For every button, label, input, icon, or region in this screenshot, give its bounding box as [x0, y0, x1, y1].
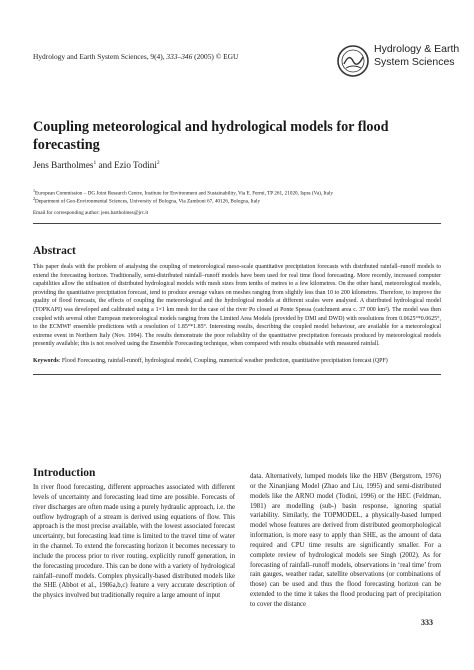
- article-title: Coupling meteorological and hydrological models for flood forecasting: [33, 119, 389, 153]
- keywords-label: Keywords: [33, 358, 59, 364]
- affiliation-2-sup: 2: [33, 196, 35, 201]
- affiliation-1-text: European Commission – DG Joint Research Centre, Institute for Environment and Sustainability, Via E. Fermi, TP 261, 21020, Ispra (Va), Italy: [35, 190, 333, 197]
- author-1-sup: 1: [93, 160, 97, 166]
- divider-top: [33, 223, 441, 224]
- journal-name: Hydrology and Earth System Sciences, 9(4),: [33, 52, 167, 61]
- affiliation-2: [33, 196, 260, 205]
- affiliation-2-text: Department of Geo-Environmental Sciences, University of Bologna, Via Zamboni 67, 40126, Bologna, Italy: [35, 198, 261, 205]
- keywords: [33, 357, 441, 366]
- introduction-heading: Introduction: [33, 467, 96, 479]
- keywords-text: : Flood Forecasting, rainfall-runoff, hydrological model, Coupling, numerical weather prediction, quantitative precipitation forecast (QPF): [58, 358, 388, 364]
- author-2: and Ezio Todini: [96, 160, 157, 171]
- page-number: 333: [421, 618, 433, 627]
- corresponding-email: Email for corresponding author: jens.bartholmes@jrc.it: [33, 210, 149, 216]
- abstract-text: This paper deals with the problem of analysing the coupling of meteorological meso-scale quantitative precipitation forecasts with distributed rainfall–runoff models to extend the forecasting horizon. Traditionally, semi-distributed rainfall–runoff models have been used for real time flood forecasting. More recently, increased computer capabilities allow the utilisation of distributed hydrological models with mesh sizes from tenths of metres to a few kilometres. On the other hand, meteorological models, providing the quantitative precipitation forecast, tend to produce average values on meshes ranging from slightly less than 10 to 200 kilometres. Therefore, to improve the quality of flood forecasts, the effects of coupling the meteorological and the hydrological models at different scales were analysed. A distributed hydrological model (TOPKAPI) was developed and calibrated using a 1×1 km mesh for the case of the river Po closed at Ponte Spessa (catchment area c. 37 000 km²). The model was then coupled with several other European meteorological models ranging from the Limited Area Models (provided by DMI and DWD) with resolutions from 0.0625°*0.0625°, to the ECMWF ensemble predictions with a resolution of 1.85°*1.85°. Interesting results, describing the coupled model behaviour, are available for a meteorological extreme event in Northern Italy (Nov. 1994). The results demonstrate the poor reliability of the quantitative precipitation forecasts produced by meteorological models presently available; this is not resolved using the Ensemble Forecasting technique, when compared with results obtainable with measured rainfall.: [33, 264, 441, 348]
- logo-line-2: System Sciences: [374, 55, 455, 68]
- divider-bottom: [33, 374, 441, 375]
- logo-line-1: Hydrology & Earth: [374, 43, 460, 55]
- journal-citation: [33, 52, 238, 61]
- author-2-sup: 2: [156, 160, 160, 166]
- intro-right-column: data. Alternatively, lumped models like the HBV (Bergstrom, 1976) or the Xinanjiang Model (Zhao and Liu, 1995) and semi-distributed models like the ARNO model (Todini, 1996) or the HEC (Feldman, 1981) are modelling (sub-) basin response, ignoring spatial variability. Similarly, the TOPMODEL, a physically-based lumped model whose features are derived from distributed geomorphological information, is more easy to apply than SHE, as the amount of data required and CPU time results are significantly smaller. For a complete review of hydrological models see Singh (2002). As for forecasting of rainfall–runoff models, observations in ‘real time’ from rain gauges, weather radar, satellite observations (or combinations of those) can be used and thus the flood forecasting horizon can be extended to the time it takes the flood producing part of precipitation to cover the distance: [250, 473, 441, 608]
- intro-left-column: In river flood forecasting, different approaches associated with different levels of uncertainty and forecasting lead time are possible. Forecasts of river discharges are often made using a purely hydraulic approach, i.e. the outflow hydrograph of a stream is derived using equations of flow. This approach is the most precise available, with the lowest associated forecast uncertainty, but forecasting lead time is limited to the travel time of water in the channel. To extend the forecasting horizon it becomes necessary to include the process prior to river routing, explicitly runoff generation, in the forecasting procedure. This can be done with a variety of hydrological rainfall–runoff models. Complex physically-based distributed models like the SHE (Abbot et al., 1986a,b,c) feature a very accurate description of the physics involved but traditionally require a large amount of input: [33, 484, 235, 600]
- affiliation-1-sup: 1: [33, 188, 35, 193]
- author-1: Jens Bartholmes: [33, 160, 94, 171]
- globe-logo-icon: [336, 44, 370, 78]
- author-line: [33, 160, 160, 170]
- year-publisher: (2005) © EGU: [192, 52, 239, 61]
- abstract-heading: Abstract: [33, 245, 76, 257]
- journal-logo: [336, 40, 460, 84]
- page-range: 333–346: [166, 52, 193, 61]
